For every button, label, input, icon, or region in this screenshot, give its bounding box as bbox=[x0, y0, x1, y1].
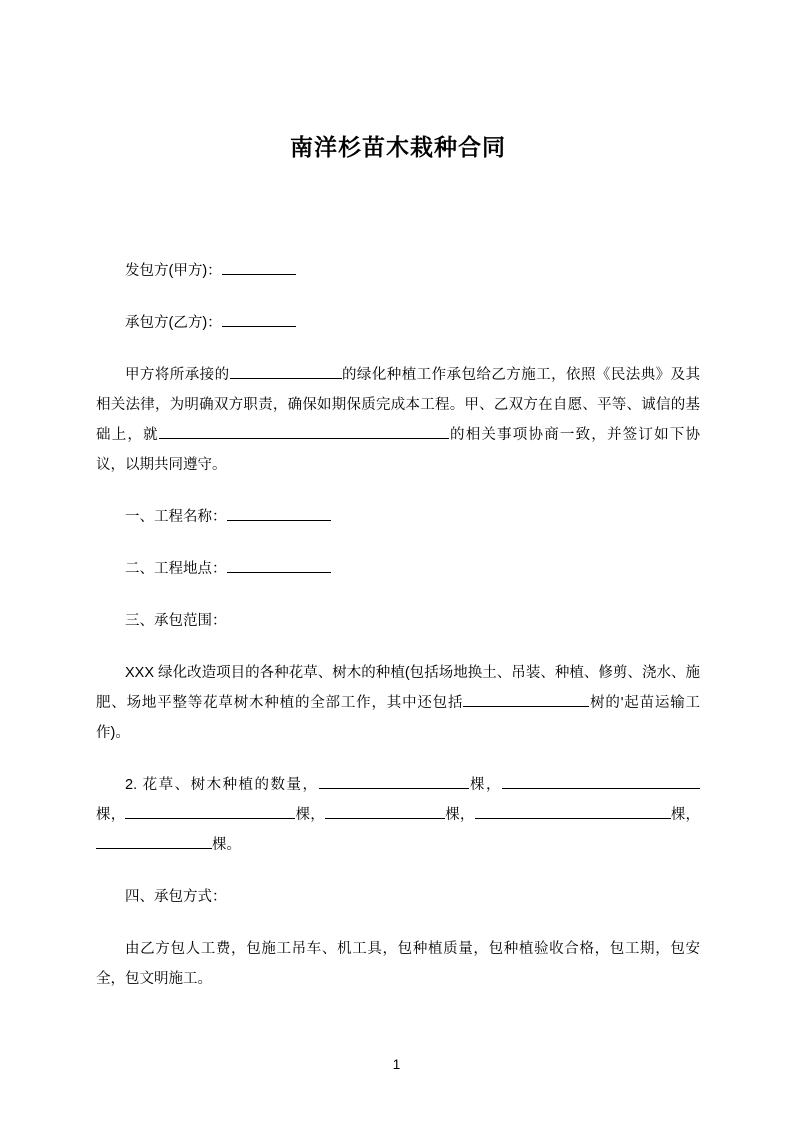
paragraph-clause-3-body bbox=[96, 658, 700, 748]
paragraph-clause-2 bbox=[96, 554, 700, 584]
quantity-blank-6 bbox=[475, 802, 605, 819]
preamble-blank-2 bbox=[159, 422, 449, 439]
quantity-blank-1 bbox=[319, 772, 469, 789]
preamble-text-2: 的绿化种植工作承包给乙方施工，依照《民法典》及其相关法律，为明确双方职责，确保如期保质完成本工程。甲、乙双方在自愿、平等、诚信的基础上，就 bbox=[96, 367, 701, 443]
party-a-blank bbox=[222, 258, 296, 275]
paragraph-clause-3-title bbox=[96, 606, 700, 636]
clause-3-title: 三、承包范围： bbox=[125, 613, 227, 629]
clause-3-body-text-2: 树的'起苗运输工作)。 bbox=[96, 695, 700, 741]
quantity-unit-5: 棵， bbox=[670, 807, 701, 823]
quantity-blank-2 bbox=[502, 772, 642, 789]
clause-2-blank bbox=[227, 556, 331, 573]
clause-1-blank bbox=[227, 504, 331, 521]
page-title: 南洋杉苗木栽种合同 bbox=[290, 134, 506, 160]
quantity-unit-1: 棵， bbox=[468, 777, 503, 793]
paragraph-clause-4-title bbox=[96, 882, 700, 912]
quantity-end-text: 棵。 bbox=[212, 837, 241, 853]
clause-3-item-2-text: 2. 花草、树木种植的数量， bbox=[125, 777, 319, 793]
quantity-blank-7 bbox=[605, 802, 671, 819]
paragraph-clause-3-item-2 bbox=[96, 770, 700, 860]
document-body bbox=[96, 256, 700, 994]
document-content bbox=[96, 0, 700, 1016]
party-a-label: 发包方(甲方)： bbox=[125, 263, 222, 279]
clause-4-title: 四、承包方式： bbox=[125, 889, 227, 905]
clause-1-label: 一、工程名称： bbox=[125, 509, 227, 525]
paragraph-preamble bbox=[96, 360, 700, 480]
clause-3-blank-1 bbox=[463, 690, 589, 707]
paragraph-party-a bbox=[96, 256, 700, 286]
quantity-unit-3: 棵， bbox=[295, 807, 326, 823]
quantity-blank-8 bbox=[96, 832, 212, 849]
quantity-blank-4 bbox=[125, 802, 295, 819]
party-b-label: 承包方(乙方)： bbox=[125, 315, 222, 331]
quantity-blank-5 bbox=[325, 802, 445, 819]
clause-4-body: 由乙方包人工费，包施工吊车、机工具，包种植质量，包种植验收合格，包工期，包安全，包文明施工。 bbox=[96, 941, 700, 987]
quantity-unit-2: 棵， bbox=[96, 807, 126, 823]
paragraph-party-b bbox=[96, 308, 700, 338]
preamble-text-3: 的相关事项协商一致，并签订如下协议，以期共同遵守。 bbox=[96, 427, 701, 473]
preamble-blank-1 bbox=[230, 362, 342, 379]
preamble-text-1: 甲方将所承接的 bbox=[125, 367, 230, 383]
clause-3-body-text-1: XXX 绿化改造项目的各种花草、树木的种植(包括场地换土、吊装、种植、修剪、浇水、施肥、场地平整等花草树木种植的全部工作，其中还包括 bbox=[96, 665, 700, 711]
page-number: 1 bbox=[392, 1057, 401, 1072]
paragraph-clause-4-body bbox=[96, 934, 700, 994]
party-b-blank bbox=[222, 310, 296, 327]
paragraph-clause-1 bbox=[96, 502, 700, 532]
quantity-unit-4: 棵， bbox=[445, 807, 475, 823]
clause-2-label: 二、工程地点： bbox=[125, 561, 227, 577]
quantity-blank-3 bbox=[642, 772, 700, 789]
